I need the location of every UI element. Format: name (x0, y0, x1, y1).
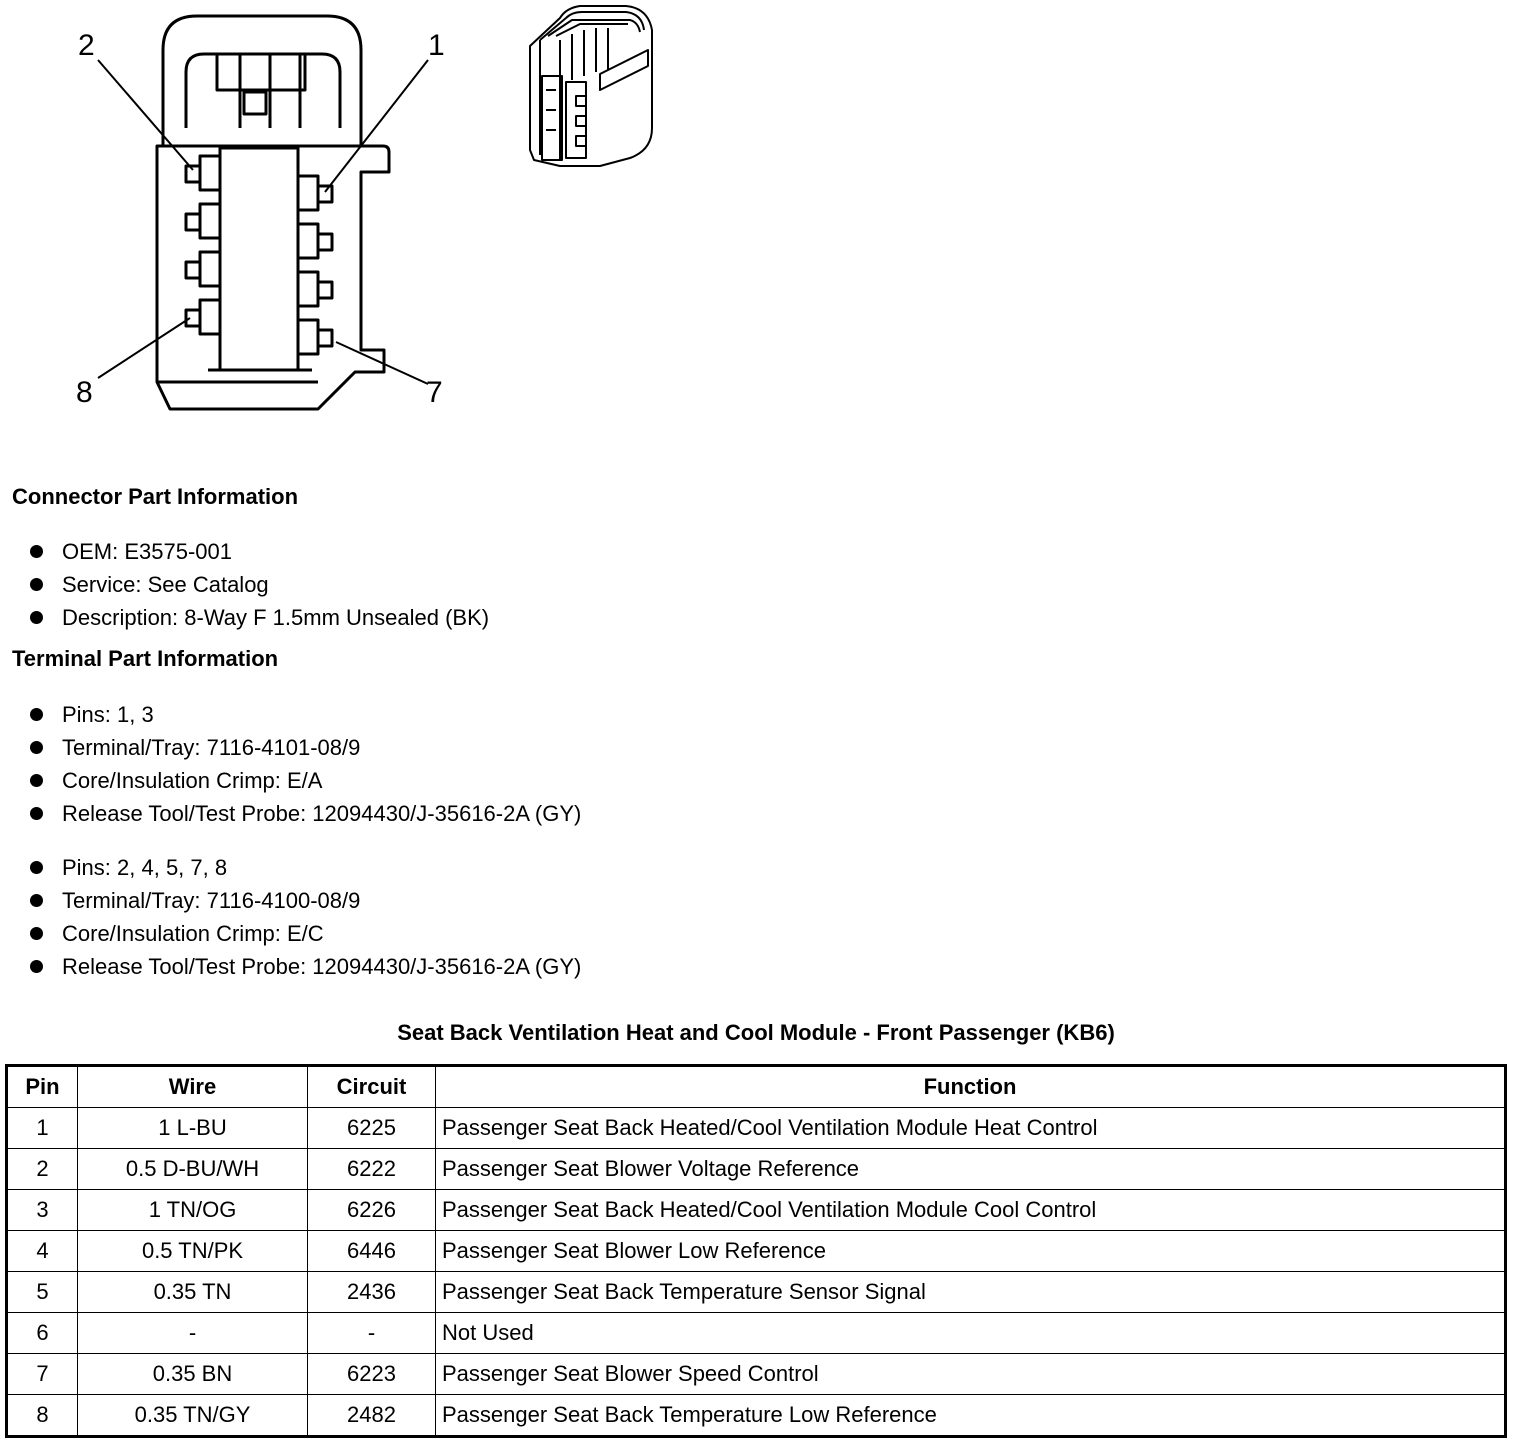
header-wire: Wire (78, 1066, 308, 1108)
bullet-icon (30, 960, 43, 973)
terminal-info-heading: Terminal Part Information (12, 646, 279, 671)
cell-circuit: 6226 (308, 1190, 436, 1231)
table-row (7, 1395, 1506, 1437)
cell-circuit: 6446 (308, 1231, 436, 1272)
cell-circuit: 6222 (308, 1149, 436, 1190)
header-circuit: Circuit (308, 1066, 436, 1108)
table-row (7, 1231, 1506, 1272)
list-item: Core/Insulation Crimp: E/A (0, 764, 581, 797)
cell-pin: 6 (7, 1313, 78, 1354)
bullet-icon (30, 545, 43, 558)
cell-function: Passenger Seat Blower Voltage Reference (436, 1149, 1506, 1190)
cell-wire: - (78, 1313, 308, 1354)
cell-circuit: 2436 (308, 1272, 436, 1313)
cell-pin: 4 (7, 1231, 78, 1272)
terminal-info-list-2 (0, 851, 581, 983)
terminal-info-list-1 (0, 698, 581, 830)
list-item: Pins: 2, 4, 5, 7, 8 (0, 851, 581, 884)
cell-pin: 8 (7, 1395, 78, 1437)
list-item: Pins: 1, 3 (0, 698, 581, 731)
cell-function: Passenger Seat Back Heated/Cool Ventilation Module Cool Control (436, 1190, 1506, 1231)
cell-circuit: 2482 (308, 1395, 436, 1437)
connector-diagram (0, 0, 700, 430)
list-item: Release Tool/Test Probe: 12094430/J-35616-2A (GY) (0, 950, 581, 983)
list-item: Description: 8-Way F 1.5mm Unsealed (BK) (0, 601, 489, 634)
cell-circuit: - (308, 1313, 436, 1354)
list-item: Core/Insulation Crimp: E/C (0, 917, 581, 950)
cell-pin: 7 (7, 1354, 78, 1395)
cell-pin: 1 (7, 1108, 78, 1149)
bullet-icon (30, 807, 43, 820)
cell-function: Passenger Seat Back Temperature Sensor Signal (436, 1272, 1506, 1313)
bullet-icon (30, 927, 43, 940)
cell-function: Passenger Seat Back Heated/Cool Ventilation Module Heat Control (436, 1108, 1506, 1149)
table-caption: Seat Back Ventilation Heat and Cool Module - Front Passenger (KB6) (397, 1020, 1115, 1045)
connector-info-list (0, 535, 489, 634)
pinout-table (5, 1064, 1507, 1438)
cell-pin: 3 (7, 1190, 78, 1231)
cell-circuit: 6225 (308, 1108, 436, 1149)
bullet-icon (30, 774, 43, 787)
cell-wire: 0.35 TN/GY (78, 1395, 308, 1437)
cell-wire: 0.5 TN/PK (78, 1231, 308, 1272)
table-row (7, 1354, 1506, 1395)
bullet-icon (30, 611, 43, 624)
table-row (7, 1190, 1506, 1231)
list-item: Release Tool/Test Probe: 12094430/J-35616-2A (GY) (0, 797, 581, 830)
header-function: Function (436, 1066, 1506, 1108)
table-row (7, 1149, 1506, 1190)
leader-line-8 (98, 318, 190, 378)
bullet-icon (30, 578, 43, 591)
list-item: Terminal/Tray: 7116-4100-08/9 (0, 884, 581, 917)
cell-wire: 0.35 TN (78, 1272, 308, 1313)
table-row (7, 1272, 1506, 1313)
connector-info-heading: Connector Part Information (12, 484, 299, 509)
list-item: Service: See Catalog (0, 568, 489, 601)
table-row (7, 1108, 1506, 1149)
pin-label-7: 7 (426, 376, 443, 409)
cell-function: Passenger Seat Blower Low Reference (436, 1231, 1506, 1272)
pin-label-1: 1 (428, 29, 445, 62)
bullet-icon (30, 741, 43, 754)
connector-isometric-view (530, 6, 652, 166)
cell-circuit: 6223 (308, 1354, 436, 1395)
pin-label-2: 2 (78, 29, 95, 62)
cell-function: Passenger Seat Blower Speed Control (436, 1354, 1506, 1395)
pin-label-8: 8 (76, 376, 93, 409)
table-header-row (7, 1066, 1506, 1108)
list-item: Terminal/Tray: 7116-4101-08/9 (0, 731, 581, 764)
cell-pin: 2 (7, 1149, 78, 1190)
cell-function: Passenger Seat Back Temperature Low Reference (436, 1395, 1506, 1437)
cell-wire: 0.5 D-BU/WH (78, 1149, 308, 1190)
table-row (7, 1313, 1506, 1354)
cell-wire: 1 TN/OG (78, 1190, 308, 1231)
cell-pin: 5 (7, 1272, 78, 1313)
leader-line-2 (98, 60, 193, 170)
bullet-icon (30, 894, 43, 907)
list-item: OEM: E3575-001 (0, 535, 489, 568)
bullet-icon (30, 708, 43, 721)
bullet-icon (30, 861, 43, 874)
cell-wire: 1 L-BU (78, 1108, 308, 1149)
cell-function: Not Used (436, 1313, 1506, 1354)
cell-wire: 0.35 BN (78, 1354, 308, 1395)
header-pin: Pin (7, 1066, 78, 1108)
